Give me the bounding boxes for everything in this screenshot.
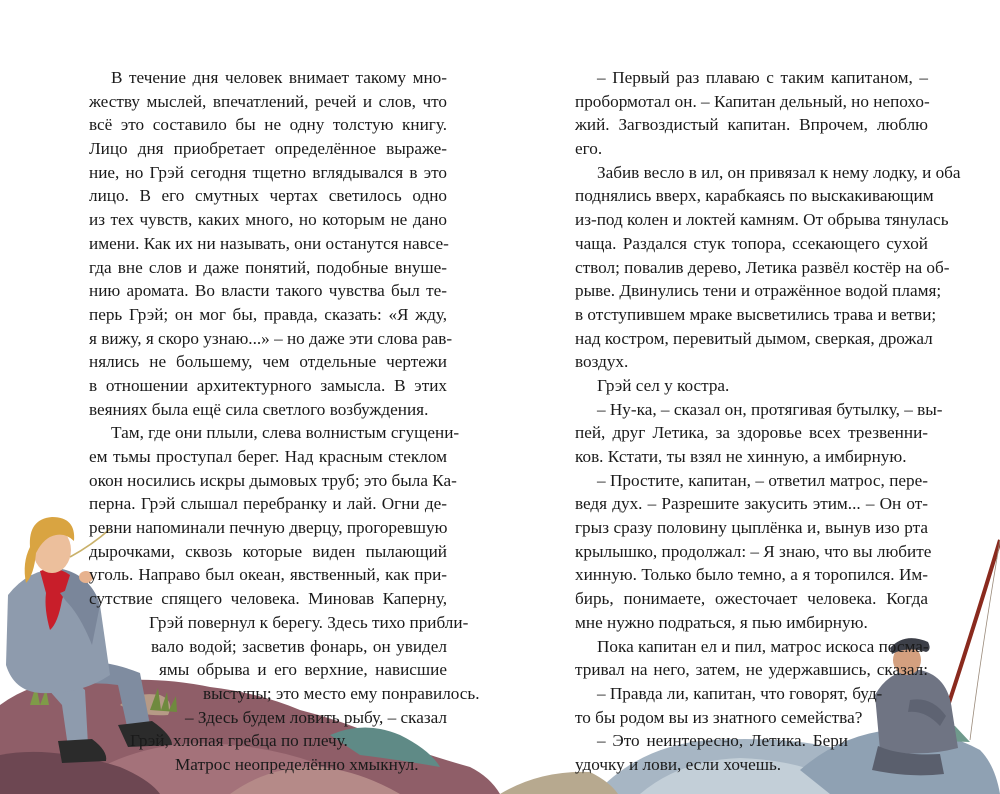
text-line: в отступившем мраке высветились трава и ветви;: [575, 304, 937, 324]
text-line: я вижу, я скоро узнаю...» – но даже эти слова рав-: [89, 328, 453, 348]
text-line: воздух.: [575, 352, 629, 372]
text-line: всё это составило бы не одну толстую книгу.: [89, 115, 447, 135]
text-line: гда вне слов и даже понятий, подобные внуше-: [89, 257, 447, 277]
text-line: – Это неинтересно, Летика. Бери: [597, 731, 848, 751]
text-line: окон носились искры дымовых труб; это была Ка-: [89, 470, 457, 490]
text-line: поднялись вверх, карабкаясь по выскакивающим: [575, 186, 934, 206]
text-line: Матрос неопределённо хмыкнул.: [175, 754, 419, 774]
text-line: ствол; повалив дерево, Летика развёл костёр на об-: [575, 257, 950, 277]
text-line: уголь. Направо был океан, явственный, как при-: [89, 565, 447, 585]
text-line: ков. Кстати, ты взял не хинную, а имбирную.: [575, 447, 907, 466]
text-line: вало водой; засветив фонарь, он увидел: [151, 636, 447, 656]
text-line: Лицо дня приобретает определённое выраже-: [89, 139, 447, 159]
text-line: грыз сразу половину цыплёнка и, вынув изо рта: [575, 518, 928, 538]
text-line: имени. Как их ни называть, они останутся навсе-: [89, 233, 449, 253]
text-line: из тех чувств, каких много, но которым не дано: [89, 210, 447, 230]
text-line: Грэй, хлопая гребца по плечу.: [130, 731, 348, 751]
text-line: в отношении архитектурного замысла. В этих: [89, 375, 447, 395]
text-line: над костром, перевитый дымом, сверкая, дрожал: [575, 328, 933, 348]
text-line: ем тьмы проступал берег. Над красным стеклом: [89, 447, 447, 466]
text-line: Грэй повернул к берегу. Здесь тихо прибли-: [149, 612, 469, 632]
text-line: крылышко, продолжал: – Я знаю, что вы любите: [575, 541, 932, 561]
text-line: жий. Загвоздистый капитан. Впрочем, люблю: [575, 115, 928, 135]
text-line: из-под колен и локтей камням. От обрыва тянулась: [575, 210, 949, 230]
text-line: перь Грэй; он мог бы, правда, сказать: «Я жду,: [89, 304, 447, 324]
text-line: – Простите, капитан, – ответил матрос, пере-: [597, 470, 928, 490]
text-line: ние, но Грэй сегодня тщетно вглядывался в это: [89, 162, 447, 182]
text-line: веяниях была ещё сила светлого возбуждения.: [89, 399, 429, 419]
text-line: жеству мыслей, впечатлений, речей и слов, что: [89, 91, 447, 111]
text-line: – Первый раз плаваю с таким капитаном, –: [597, 68, 928, 87]
left-text-column: [89, 66, 480, 777]
text-line: – Правда ли, капитан, что говорят, буд-: [597, 683, 883, 703]
text-line: рыве. Двинулись тени и отражённое водой пламя;: [575, 281, 942, 301]
text-line: Грэй сел у костра.: [597, 375, 730, 395]
text-line: мне нужно подраться, я пью имбирную.: [575, 612, 868, 632]
text-line: его.: [575, 139, 603, 159]
text-line: ревни напоминали печную дверцу, прогоревшую: [89, 518, 448, 538]
text-line: дырочками, сквозь которые виден пылающий: [89, 541, 447, 561]
text-line: то бы родом вы из знатного семейства?: [575, 707, 863, 727]
text-line: тривал на него, затем, не удержавшись, сказал:: [575, 660, 928, 680]
right-text-column: [575, 66, 961, 777]
text-line: пробормотал он. – Капитан дельный, но непохо-: [575, 91, 930, 111]
text-line: пей, друг Летика, за здоровье всех трезвенни-: [575, 423, 928, 443]
text-line: лицо. В его смутных чертах светилось одно: [89, 186, 447, 206]
text-line: перна. Грэй слышал перебранку и лай. Огни де-: [89, 494, 447, 514]
text-line: выступы; это место ему понравилось.: [203, 683, 480, 703]
text-line: ямы обрыва и его верхние, нависшие: [159, 660, 447, 680]
text-line: хинную. Только было темно, а я торопился. Им-: [575, 565, 928, 585]
right-page: [500, 0, 1000, 794]
text-line: Забив весло в ил, он привязал к нему лодку, и оба: [597, 162, 961, 182]
text-line: В течение дня человек внимает такому мно-: [111, 68, 447, 87]
text-line: нялись не большему, чем отдельные чертежи: [89, 352, 447, 372]
text-line: удочку и лови, если хочешь.: [575, 754, 782, 774]
text-line: ведя дух. – Разрешите закусить этим... – Он от-: [575, 494, 928, 514]
text-line: – Здесь будем ловить рыбу, – сказал: [185, 707, 447, 727]
text-line: чаща. Раздался стук топора, ссекающего сухой: [575, 233, 928, 253]
text-line: нию аромата. Во власти такого чувства был те-: [89, 281, 447, 301]
text-line: сутствие спящего человека. Миновав Каперну,: [89, 589, 447, 609]
text-line: Там, где они плыли, слева волнистым сгущени-: [111, 423, 460, 443]
text-line: – Ну-ка, – сказал он, протягивая бутылку, – вы-: [597, 399, 943, 419]
text-line: бирь, понимаете, ожесточает человека. Когда: [575, 589, 928, 609]
text-line: Пока капитан ел и пил, матрос искоса посма-: [597, 636, 929, 656]
